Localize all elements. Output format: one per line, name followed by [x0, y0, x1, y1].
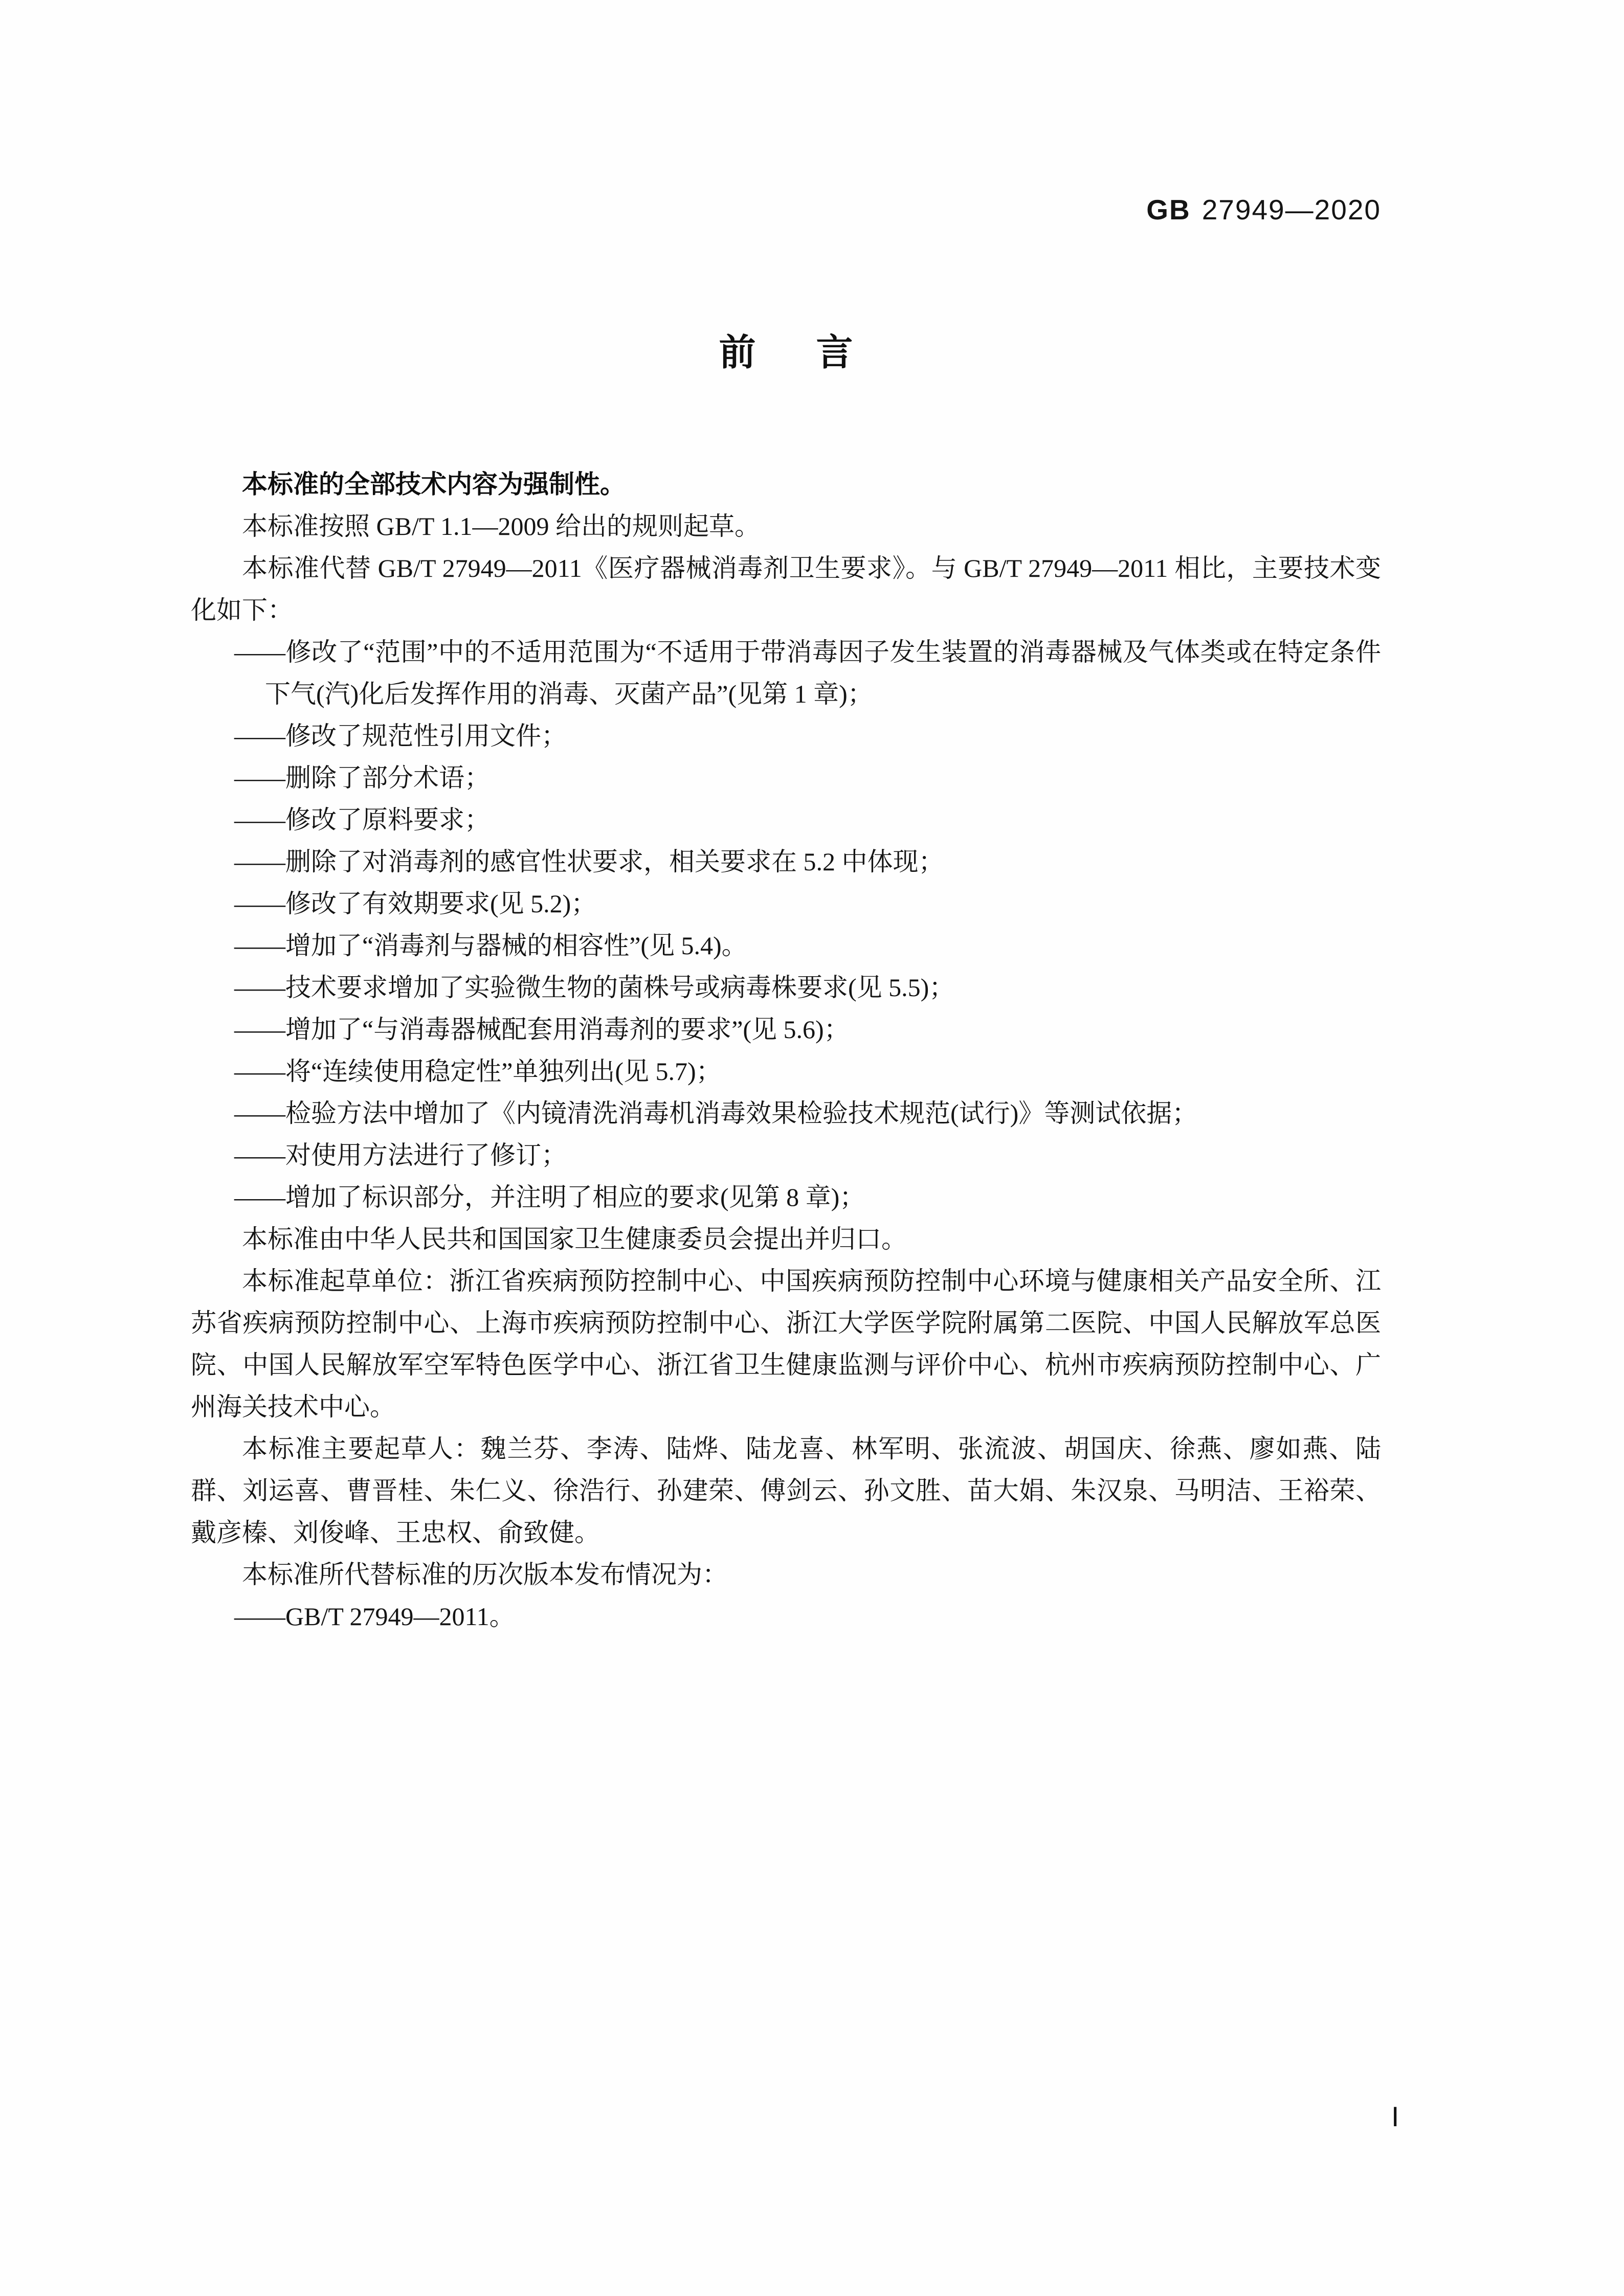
- standard-code: [1146, 194, 1381, 225]
- foreword-list-item: ——GB/T 27949—2011。: [234, 1602, 515, 1631]
- foreword-list-item: ——检验方法中增加了《内镜清洗消毒机消毒效果检验技术规范(试行)》等测试依据；: [234, 1099, 1198, 1128]
- foreword-paragraph: 本标准起草单位：浙江省疾病预防控制中心、中国疾病预防控制中心环境与健康相关产品安全所、江苏省疾病预防控制中心、上海市疾病预防控制中心、浙江大学医学院附属第二医院、中国人民解放军总医院、中国人民解放军空军特色医学中心、浙江省卫生健康监测与评价中心、杭州市疾病预防控制中心、广州海关技术中心。: [191, 1267, 1381, 1421]
- foreword-paragraph: 本标准按照 GB/T 1.1—2009 给出的规则起草。: [242, 512, 760, 541]
- foreword-list-item: ——删除了对消毒剂的感官性状要求，相关要求在 5.2 中体现；: [234, 847, 944, 876]
- foreword-list-item: ——技术要求增加了实验微生物的菌株号或病毒株要求(见 5.5)；: [234, 973, 955, 1002]
- foreword-list-item: ——将“连续使用稳定性”单独列出(见 5.7)；: [234, 1057, 722, 1086]
- foreword-list-item: ——修改了原料要求；: [234, 805, 490, 834]
- page-number: Ⅰ: [1391, 2103, 1399, 2132]
- foreword-list-item: ——增加了标识部分，并注明了相应的要求(见第 8 章)；: [234, 1183, 865, 1211]
- page-title-char-first: 前: [719, 332, 756, 373]
- foreword-list-item: ——对使用方法进行了修订；: [234, 1141, 567, 1169]
- page-title: [191, 328, 1381, 377]
- foreword-paragraph: 本标准主要起草人：魏兰芬、李涛、陆烨、陆龙喜、林军明、张流波、胡国庆、徐燕、廖如燕、陆群、刘运喜、曹晋桂、朱仁义、徐浩行、孙建荣、傅剑云、孙文胜、苗大娟、朱汉泉、马明洁、王裕荣、戴彦榛、刘俊峰、王忠权、俞致健。: [191, 1434, 1381, 1547]
- foreword-list-item: ——删除了部分术语；: [234, 763, 490, 792]
- foreword-paragraph: 本标准代替 GB/T 27949—2011《医疗器械消毒剂卫生要求》。与 GB/T 27949—2011 相比，主要技术变化如下：: [191, 554, 1381, 624]
- foreword-paragraph: 本标准由中华人民共和国国家卫生健康委员会提出并归口。: [242, 1225, 907, 1253]
- foreword-list-item: ——增加了“消毒剂与器械的相容性”(见 5.4)。: [234, 931, 747, 960]
- page-title-char-second: 言: [816, 332, 853, 373]
- foreword-paragraph: 本标准的全部技术内容为强制性。: [242, 470, 626, 499]
- standard-code-number: 27949—2020: [1202, 194, 1381, 226]
- foreword-list-item: ——修改了规范性引用文件；: [234, 722, 567, 750]
- standard-code-prefix: GB: [1146, 194, 1191, 226]
- foreword-list-item: ——增加了“与消毒器械配套用消毒剂的要求”(见 5.6)；: [234, 1015, 850, 1044]
- foreword-paragraph: 本标准所代替标准的历次版本发布情况为：: [242, 1560, 728, 1589]
- foreword-body: [191, 463, 1381, 1637]
- foreword-list-item: ——修改了“范围”中的不适用范围为“不适用于带消毒因子发生装置的消毒器械及气体类或在特定条件下气(汽)化后发挥作用的消毒、灭菌产品”(见第 1 章)；: [234, 638, 1381, 708]
- foreword-list-item: ——修改了有效期要求(见 5.2)；: [234, 889, 597, 918]
